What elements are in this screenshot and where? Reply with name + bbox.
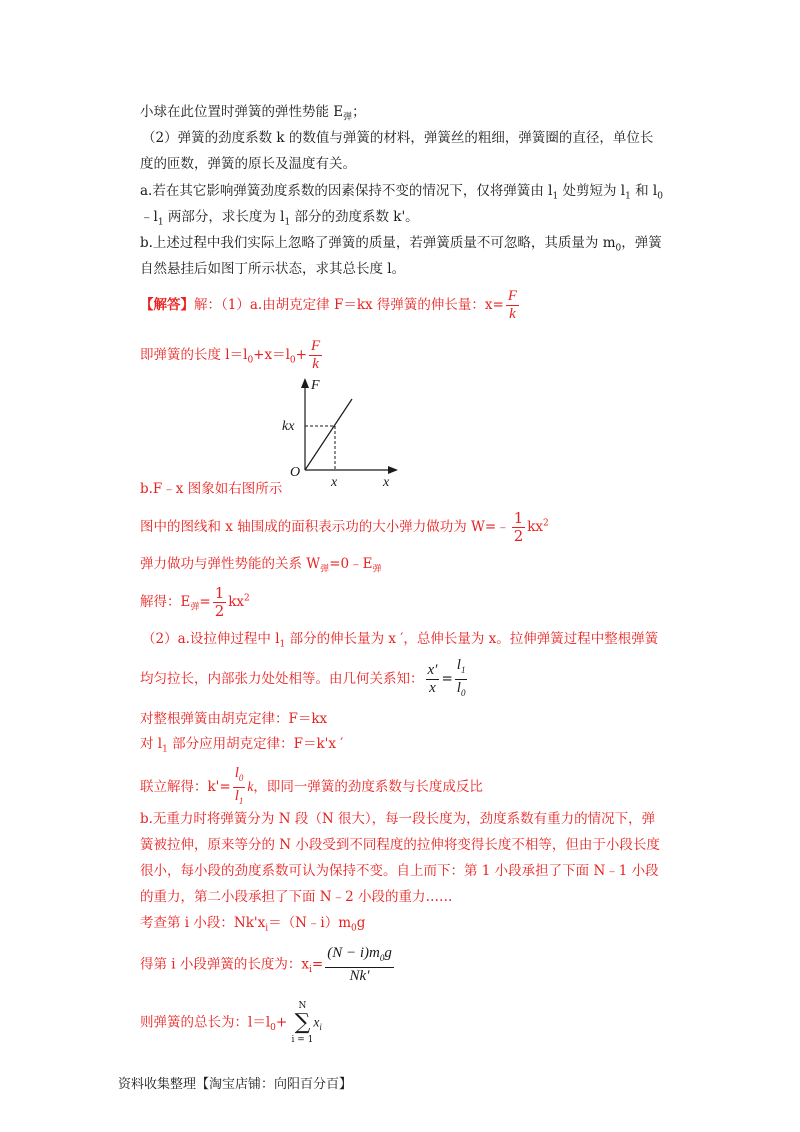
- answer-line-1: 【解答】解：（1）a.由胡克定律 F＝kx 得弹簧的伸长量：x= $\frac{F}{k}$: [140, 288, 518, 322]
- fraction-f-over-k: $\frac{F}{k}$: [507, 288, 518, 322]
- x-axis-arrow-icon: [388, 466, 398, 474]
- force-line: [305, 399, 352, 470]
- question-2b-line-2: 自然悬挂后如图丁所示状态，求其总长度 l。: [140, 261, 406, 277]
- fraction-l1-over-l0: $\frac{l_1}{l_0}$: [456, 657, 466, 698]
- answer-line-10: 对 $l_1$ 部分应用胡克定律：F＝k'x ′: [140, 736, 344, 755]
- fraction-l0-over-l1: $\frac{l_0}{l_1}$: [234, 765, 244, 806]
- fraction-x-prime-over-x: $\frac{x'}{x}$: [427, 662, 438, 696]
- summation-symbol: N ∑ i = 1: [291, 1001, 314, 1045]
- answer-line-16: 考查第 i 小段：$Nk'x_i=(N﹣i)m_0g$: [140, 915, 366, 934]
- answer-line-3: b.F﹣x 图象如右图所示: [140, 481, 283, 497]
- y-axis-label: F: [311, 378, 320, 393]
- answer-tag: 【解答】: [140, 297, 194, 313]
- answer-line-12: b.无重力时将弹簧分为 N 段（N 很大），每一段长度为，劲度系数有重力的情况下，弹: [140, 811, 656, 827]
- answer-line-8: 均匀拉长，内部张力处处相等。由几何关系知： $\frac{x'}{x}$ = $\frac{l_1}{l_0}$: [140, 657, 469, 702]
- answer-line-17: 得第 i 小段弹簧的长度为：$x_i=$ $\frac{(N - i)m_0g}{Nk'}$: [140, 945, 392, 984]
- fraction-f-over-k-2: $\frac{F}{k}$: [310, 338, 321, 372]
- answer-line-14: 很小，每小段的劲度系数可认为保持不变。自上而下：第 1 小段承担了下面 N﹣1 小段: [140, 863, 659, 879]
- question-2-line-2: 度的匝数，弹簧的原长及温度有关。: [140, 156, 356, 172]
- footer-source: 资料收集整理【淘宝店铺：向阳百分百】: [118, 1077, 353, 1092]
- y-axis-arrow-icon: [301, 378, 309, 388]
- question-2a-line-1: a.若在其它影响弹簧劲度系数的因素保持不变的情况下，仅将弹簧由 $l_1$ 处剪短为 $l_1$ 和 $l_0$: [140, 183, 663, 202]
- answer-line-5: 弹力做功与弹性势能的关系 $W_弹=0﹣E_弹$: [140, 556, 382, 575]
- x-axis-label: x: [383, 475, 390, 490]
- origin-label: O: [290, 465, 301, 480]
- answer-line-9: 对整根弹簧由胡克定律：F＝kx: [140, 711, 328, 727]
- text-line-potential-energy: 小球在此位置时弹簧的弹性势能 $E_弹$；: [140, 104, 366, 123]
- y-tick-label: kx: [282, 419, 295, 434]
- answer-line-4: 图中的图线和 x 轴围成的面积表示功的大小弹力做功为 W=﹣ $\frac{1}{2}$ $kx^2$: [140, 509, 549, 545]
- question-2a-line-2: $﹣l_1$ 两部分，求长度为 $l_1$ 部分的劲度系数 k'。: [140, 209, 419, 228]
- answer-line-6: 解得：$E_弹=$ $\frac{1}{2}$ $kx^2$: [140, 584, 250, 620]
- answer-line-13: 簧被拉伸，原来等分的 N 小段受到不同程度的拉伸将变得长度不相等，但由于小段长度: [140, 837, 660, 853]
- answer-line-18: 则弹簧的总长为：$l=l_0+$ N ∑ i = 1 $x_i$: [140, 1001, 322, 1045]
- answer-line-2: 即弹簧的长度 $l=l_0+x=l_0+$ $\frac{F}{k}$: [140, 338, 321, 372]
- fraction-one-half-2: $\frac{1}{2}$: [214, 584, 225, 620]
- question-2-line-1: （2）弹簧的劲度系数 k 的数值与弹簧的材料，弹簧丝的粗细，弹簧圈的直径，单位长: [142, 130, 654, 146]
- answer-line-7: （2）a.设拉伸过程中 $l_1$ 部分的伸长量为 x ′，总伸长量为 x。拉伸弹簧过程中整根弹簧: [142, 631, 659, 650]
- question-2b-line-1: b.上述过程中我们实际上忽略了弹簧的质量，若弹簧质量不可忽略，其质量为 $m_0$，弹簧: [140, 235, 662, 254]
- fraction-one-half: $\frac{1}{2}$: [513, 509, 524, 545]
- f-x-graph: [280, 375, 410, 490]
- answer-line-15: 的重力，第二小段承担了下面 N﹣2 小段的重力……: [140, 889, 453, 905]
- fraction-segment-length: $\frac{(N - i)m_0g}{Nk'}$: [327, 945, 392, 984]
- answer-line-11: 联立解得：k'= $\frac{l_0}{l_1}$ k，即同一弹簧的劲度系数与长度成反比: [140, 765, 483, 810]
- x-tick-label: x: [331, 475, 338, 490]
